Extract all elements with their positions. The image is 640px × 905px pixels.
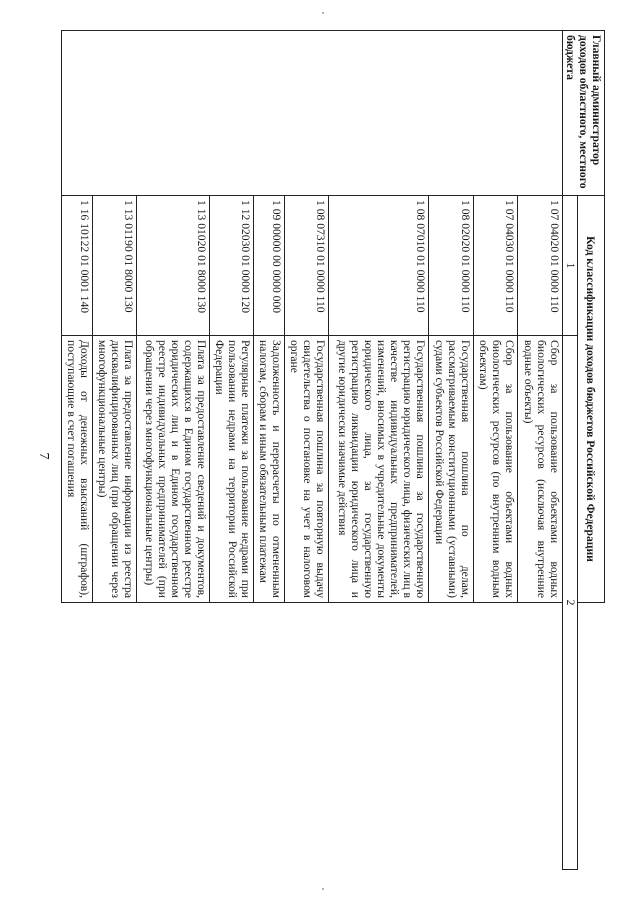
classification-code-cell: 1 13 01020 01 8000 130	[137, 196, 209, 336]
scan-speck	[322, 12, 324, 14]
scan-speck	[322, 888, 324, 890]
revenue-description-cell: Плата за предоставление информации из реестра дисквалифицированных лиц (при обращении через многофункциональные центры)	[92, 336, 137, 603]
header-code-cell: Код классификации доходов бюджетов Российской Федерации	[578, 196, 605, 603]
page-number: 7	[36, 452, 51, 460]
column-number-2: 2	[563, 336, 578, 870]
column-number-1: 1	[563, 196, 578, 336]
revenue-description-cell: Государственная пошлина за государственную регистрацию юридического лица, физических лиц в качестве индивидуальных предпринимателей, изменений, вносимых в учредительные документы юридического лица, за государственную регистрацию ликвидации юридического лица и другие юридически значимые действия	[329, 336, 429, 603]
classification-code-cell: 1 08 07010 01 0000 110	[329, 196, 429, 336]
classification-code-cell: 1 16 10122 01 0001 140	[61, 196, 92, 336]
revenue-description-cell: Сбор за пользование объектами водных биологических ресурсов (по внутренним водным объектам)	[473, 336, 518, 603]
revenue-description-cell: Плата за предоставление сведений и документов, содержащихся в Едином государственном реестре юридических лиц и в Едином государственном реестре индивидуальных предпринимателей (при обращении через многофункциональные центры)	[137, 336, 209, 603]
revenue-description-cell: Государственная пошлина по делам, рассматриваемым конституционными (уставными) судами субъектов Российской Федерации	[429, 336, 474, 603]
classification-code-cell: 1 08 07310 01 0000 110	[284, 196, 329, 336]
revenue-description-cell: Задолженность и перерасчеты по отмененным налогам, сборам и иным обязательным платежам	[254, 336, 285, 603]
header-admin-cell: Главный администратор доходов областного, местного бюджета	[563, 31, 605, 196]
classification-code-cell: 1 09 00000 00 0000 000	[254, 196, 285, 336]
admin-cell	[61, 31, 562, 196]
revenue-classification-table	[61, 30, 605, 870]
revenue-description-cell: Регулярные платежи за пользование недрами при пользовании недрами на территории Российской Федерации	[209, 336, 254, 603]
classification-code-cell: 1 07 04020 01 0000 110	[518, 196, 563, 336]
revenue-classification-sheet	[64, 30, 605, 870]
revenue-description-cell: Государственная пошлина за повторную выдачу свидетельства о постановке на учет в налоговом органе	[284, 336, 329, 603]
classification-code-cell: 1 08 02020 01 0000 110	[429, 196, 474, 336]
classification-code-cell: 1 07 04030 01 0000 110	[473, 196, 518, 336]
revenue-description-cell: Доходы от денежных взысканий (штрафов), поступающие в счет погашения	[61, 336, 92, 603]
classification-code-cell: 1 13 01190 01 8000 130	[92, 196, 137, 336]
classification-code-cell: 1 12 02030 01 0000 120	[209, 196, 254, 336]
revenue-description-cell: Сбор за пользование объектами водных биологических ресурсов (исключая внутренние водные объекты)	[518, 336, 563, 603]
table-row	[518, 31, 563, 870]
table-header-row	[578, 31, 605, 870]
